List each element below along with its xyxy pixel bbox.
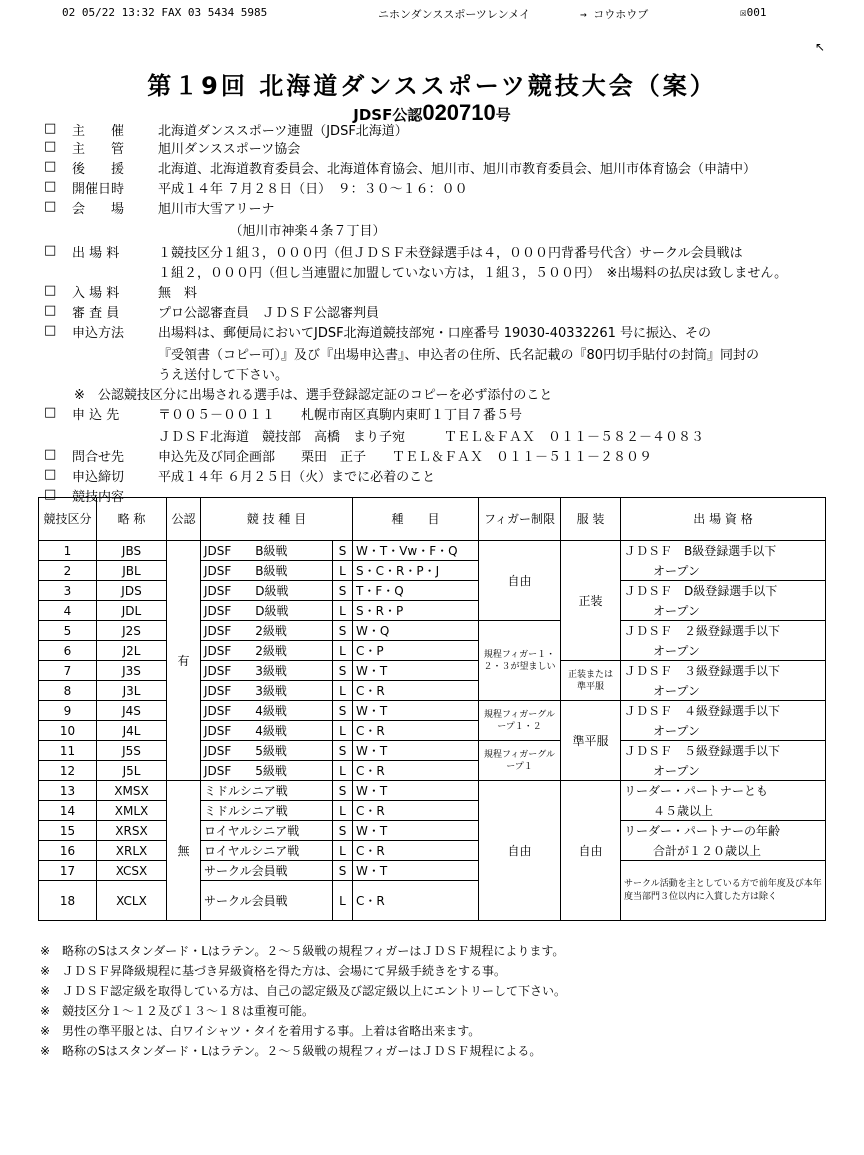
header-shikaku: 出 場 資 格 [621,498,826,541]
dances-cell: S・R・P [353,601,479,621]
kubun-cell: 15 [39,821,97,841]
sl-cell: S [333,741,353,761]
scan-mark: ↖ [815,40,826,54]
event-cell: ミドルシニア戦 [201,781,333,801]
info-label: 開催日時 [72,182,125,197]
shikaku-cell: オープン [621,561,826,581]
code-cell: XCLX [97,881,167,921]
dances-cell: W・T [353,741,479,761]
sl-cell: L [333,641,353,661]
code-cell: J4L [97,721,167,741]
info-label: 後 援 [72,162,125,177]
sl-cell: S [333,661,353,681]
sl-cell: S [333,781,353,801]
info-value: 『受領書（コピー可）』及び『出場申込書』、申込者の住所、氏名記載の『80円切手貼付の封筒』同封の [158,348,760,363]
table-row [39,661,826,681]
event-cell: JDSF 5級戦 [201,741,333,761]
sl-cell: L [333,841,353,861]
info-value: うえ送付して下さい。 [158,368,289,383]
notes [40,942,840,1062]
figure-cell: 規程フィガーグループ１・２ [479,701,561,741]
info-value: 申込先及び同企画部 栗田 正子 ＴＥＬ＆ＦＡＸ ０１１－５１１－２８０９ [158,450,653,465]
info-label: 審 査 員 [72,306,120,321]
fukuso-cell: 正装または準平服 [561,661,621,701]
code-cell: J2S [97,621,167,641]
dances-cell: C・R [353,881,479,921]
dances-cell: C・P [353,641,479,661]
fax-header [0,6,864,22]
sl-cell: L [333,721,353,741]
sl-cell: S [333,541,353,561]
info-value: （旭川市神楽４条７丁目） [158,224,386,239]
info-value: ※ 公認競技区分に出場される選手は、選手登録認定証のコピーを必ず添付のこと [74,388,553,403]
event-cell: JDSF 3級戦 [201,681,333,701]
code-cell: XRSX [97,821,167,841]
sl-cell: S [333,861,353,881]
table-row [39,541,826,561]
konin-cell: 無 [167,781,201,921]
note-item: ※ 略称のSはスタンダード・Lはラテン。２～５級戦の規程フィガーはＪＤＳＦ規程によります。 [40,944,565,958]
table-row [39,561,826,581]
dances-cell: W・T [353,701,479,721]
table-row [39,601,826,621]
shikaku-cell: オープン [621,681,826,701]
note-item: ※ 男性の準平服とは、白ワイシャツ・タイを着用する事。上着は省略出来ます。 [40,1024,481,1038]
shikaku-cell: ＪＤＳＦ D級登録選手以下 [621,581,826,601]
checkbox-icon: □ [44,323,57,338]
fukuso-cell: 自由 [561,781,621,921]
code-cell: J2L [97,641,167,661]
checkbox-icon: □ [44,179,57,194]
info-label: 申 込 先 [72,408,120,423]
note-item: ※ 略称のSはスタンダード・Lはラテン。２～５級戦の規程フィガーはＪＤＳＦ規程による。 [40,1044,542,1058]
event-cell: ロイヤルシニア戦 [201,841,333,861]
table-row [39,741,826,761]
event-cell: JDSF D級戦 [201,601,333,621]
kubun-cell: 5 [39,621,97,641]
event-cell: JDSF 2級戦 [201,641,333,661]
sl-cell: S [333,701,353,721]
header-shu: 種 目 [353,498,479,541]
event-cell: JDSF 2級戦 [201,621,333,641]
event-cell: JDSF B級戦 [201,541,333,561]
note-item: ※ ＪＤＳＦ認定級を取得している方は、自己の認定級及び認定級以上にエントリーして下さい。 [40,984,567,998]
table-row [39,761,826,781]
dances-cell: W・T [353,861,479,881]
figure-cell: 自由 [479,781,561,921]
shikaku-cell: リーダー・パートナーの年齢 [621,821,826,841]
fax-to: → コウホウブ [580,8,649,21]
shikaku-cell: オープン [621,761,826,781]
kubun-cell: 8 [39,681,97,701]
dances-cell: W・Q [353,621,479,641]
info-label: 入 場 料 [72,286,120,301]
kubun-cell: 3 [39,581,97,601]
note-item: ※ ＪＤＳＦ昇降級規程に基づき昇級資格を得た方は、会場にて昇級手続きをする事。 [40,964,507,978]
sl-cell: L [333,561,353,581]
shikaku-cell: ＪＤＳＦ ２級登録選手以下 [621,621,826,641]
event-cell: ロイヤルシニア戦 [201,821,333,841]
event-cell: JDSF 5級戦 [201,761,333,781]
dances-cell: C・R [353,681,479,701]
sl-cell: L [333,881,353,921]
info-label: 競技内容 [72,490,125,505]
dances-cell: S・C・R・P・J [353,561,479,581]
sl-cell: L [333,761,353,781]
info-value: 旭川市大雪アリーナ [158,202,275,217]
info-label: 出 場 料 [72,246,120,261]
kubun-cell: 4 [39,601,97,621]
kubun-cell: 9 [39,701,97,721]
code-cell: JDL [97,601,167,621]
code-cell: J5L [97,761,167,781]
info-value: 北海道ダンススポーツ連盟（JDSF北海道） [158,124,408,139]
info-value: 北海道、北海道教育委員会、北海道体育協会、旭川市、旭川市教育委員会、旭川市体育協会（申請中） [158,162,757,177]
header-ryaku: 略 称 [97,498,167,541]
info-label: 申込締切 [72,470,125,485]
table-row [39,721,826,741]
dances-cell: W・T・Vw・F・Q [353,541,479,561]
shikaku-cell: ＪＤＳＦ B級登録選手以下 [621,541,826,561]
table-row [39,581,826,601]
table-row [39,801,826,821]
table-row [39,841,826,861]
shikaku-cell: オープン [621,601,826,621]
checkbox-icon: □ [44,243,57,258]
info-label: 問合せ先 [72,450,125,465]
shikaku-cell: ４５歳以上 [621,801,826,821]
kubun-cell: 12 [39,761,97,781]
konin-cell: 有 [167,541,201,781]
table-row [39,821,826,841]
info-value: １競技区分１組３，０００円（但ＪＤＳＦ未登録選手は４，０００円背番号代含）サークル会員戦は [158,246,743,261]
note-item: ※ 競技区分１～１２及び１３～１８は重複可能。 [40,1004,315,1018]
kubun-cell: 10 [39,721,97,741]
checkbox-icon: □ [44,303,57,318]
info-value: ＪＤＳＦ北海道 競技部 高橋 まり子宛 ＴＥＬ＆ＦＡＸ ０１１－５８２－４０８３ [158,430,705,445]
fax-from: ニホンダンススポーツレンメイ [378,8,531,21]
shikaku-cell: オープン [621,721,826,741]
header-kubun: 競技区分 [39,498,97,541]
info-label: 会 場 [72,202,125,217]
code-cell: J4S [97,701,167,721]
checkbox-icon: □ [44,283,57,298]
fax-page: ☒001 [740,6,767,19]
code-cell: XMSX [97,781,167,801]
sl-cell: L [333,681,353,701]
header-fukuso: 服 装 [561,498,621,541]
header-shumoku: 競 技 種 目 [201,498,353,541]
checkbox-icon: □ [44,467,57,482]
shikaku-cell: 合計が１２０歳以上 [621,841,826,861]
shikaku-cell: サークル活動を主としている方で前年度及び本年度当部門３位以内に入賞した方は除く [621,861,826,921]
table-row [39,781,826,801]
info-value: プロ公認審査員 ＪＤＳＦ公認審判員 [158,306,380,321]
shikaku-cell: ＪＤＳＦ ４級登録選手以下 [621,701,826,721]
checkbox-icon: □ [44,447,57,462]
competition-table [38,497,826,921]
event-cell: JDSF D級戦 [201,581,333,601]
sl-cell: L [333,601,353,621]
kubun-cell: 1 [39,541,97,561]
code-cell: J3S [97,661,167,681]
code-cell: JBL [97,561,167,581]
sl-cell: L [333,801,353,821]
event-cell: JDSF 4級戦 [201,721,333,741]
kubun-cell: 6 [39,641,97,661]
kubun-cell: 16 [39,841,97,861]
figure-cell: 自由 [479,541,561,621]
dances-cell: C・R [353,761,479,781]
shikaku-cell: ＪＤＳＦ ５級登録選手以下 [621,741,826,761]
kubun-cell: 17 [39,861,97,881]
dances-cell: C・R [353,841,479,861]
dances-cell: W・T [353,821,479,841]
shikaku-cell: ＪＤＳＦ ３級登録選手以下 [621,661,826,681]
sl-cell: S [333,821,353,841]
info-value: 平成１４年 ６月２５日（火）までに必着のこと [158,470,436,485]
fax-datetime: 02 05/22 13:32 FAX 03 5434 5985 [62,6,268,19]
info-value: 無 料 [158,286,198,301]
code-cell: J5S [97,741,167,761]
info-value: 〒００５－００１１ 札幌市南区真駒内東町１丁目７番５号 [158,408,523,423]
sl-cell: S [333,581,353,601]
shikaku-cell: リーダー・パートナーとも [621,781,826,801]
kubun-cell: 14 [39,801,97,821]
header-figure: フィガー制限 [479,498,561,541]
event-cell: JDSF 3級戦 [201,661,333,681]
code-cell: XCSX [97,861,167,881]
info-value: 旭川ダンススポーツ協会 [158,142,301,157]
fukuso-cell: 準平服 [561,701,621,781]
dances-cell: W・T [353,661,479,681]
table-row [39,641,826,661]
code-cell: JDS [97,581,167,601]
event-cell: サークル会員戦 [201,861,333,881]
table-row [39,681,826,701]
checkbox-icon: □ [44,199,57,214]
kubun-cell: 7 [39,661,97,681]
checkbox-icon: □ [44,405,57,420]
header-konin: 公認 [167,498,201,541]
info-label: 主 催 [72,124,125,139]
dances-cell: W・T [353,781,479,801]
info-value: 出場料は、郵便局においてJDSF北海道競技部宛・口座番号 19030-40332261 号に振込、その [158,326,712,341]
kubun-cell: 13 [39,781,97,801]
document-title: 第１9回 北海道ダンススポーツ競技大会（案） [147,72,717,100]
fukuso-cell: 正装 [561,541,621,661]
info-value: 平成１４年 ７月２８日（日） ９：３０～１６：００ [158,182,468,197]
kubun-cell: 11 [39,741,97,761]
code-cell: XMLX [97,801,167,821]
table-row [39,621,826,641]
info-value: １組２，０００円（但し当連盟に加盟していない方は，１組３，５００円） ※出場料の払戻は致しません。 [158,266,788,281]
checkbox-icon: □ [44,139,57,154]
checkbox-icon: □ [44,159,57,174]
kubun-cell: 18 [39,881,97,921]
event-cell: JDSF 4級戦 [201,701,333,721]
shikaku-cell: オープン [621,641,826,661]
info-label: 申込方法 [72,326,125,341]
approval-number: JDSF公認020710号 [353,100,511,125]
code-cell: JBS [97,541,167,561]
table-row [39,861,826,881]
dances-cell: C・R [353,801,479,821]
info-label: 主 管 [72,142,125,157]
figure-cell: 規程フィガー１・２・３が望ましい [479,621,561,701]
dances-cell: T・F・Q [353,581,479,601]
checkbox-icon: □ [44,121,57,136]
figure-cell: 規程フィガーグループ１ [479,741,561,781]
table-row [39,701,826,721]
event-cell: ミドルシニア戦 [201,801,333,821]
code-cell: J3L [97,681,167,701]
event-cell: サークル会員戦 [201,881,333,921]
dances-cell: C・R [353,721,479,741]
kubun-cell: 2 [39,561,97,581]
code-cell: XRLX [97,841,167,861]
checkbox-icon: □ [44,487,57,502]
event-cell: JDSF B級戦 [201,561,333,581]
sl-cell: S [333,621,353,641]
